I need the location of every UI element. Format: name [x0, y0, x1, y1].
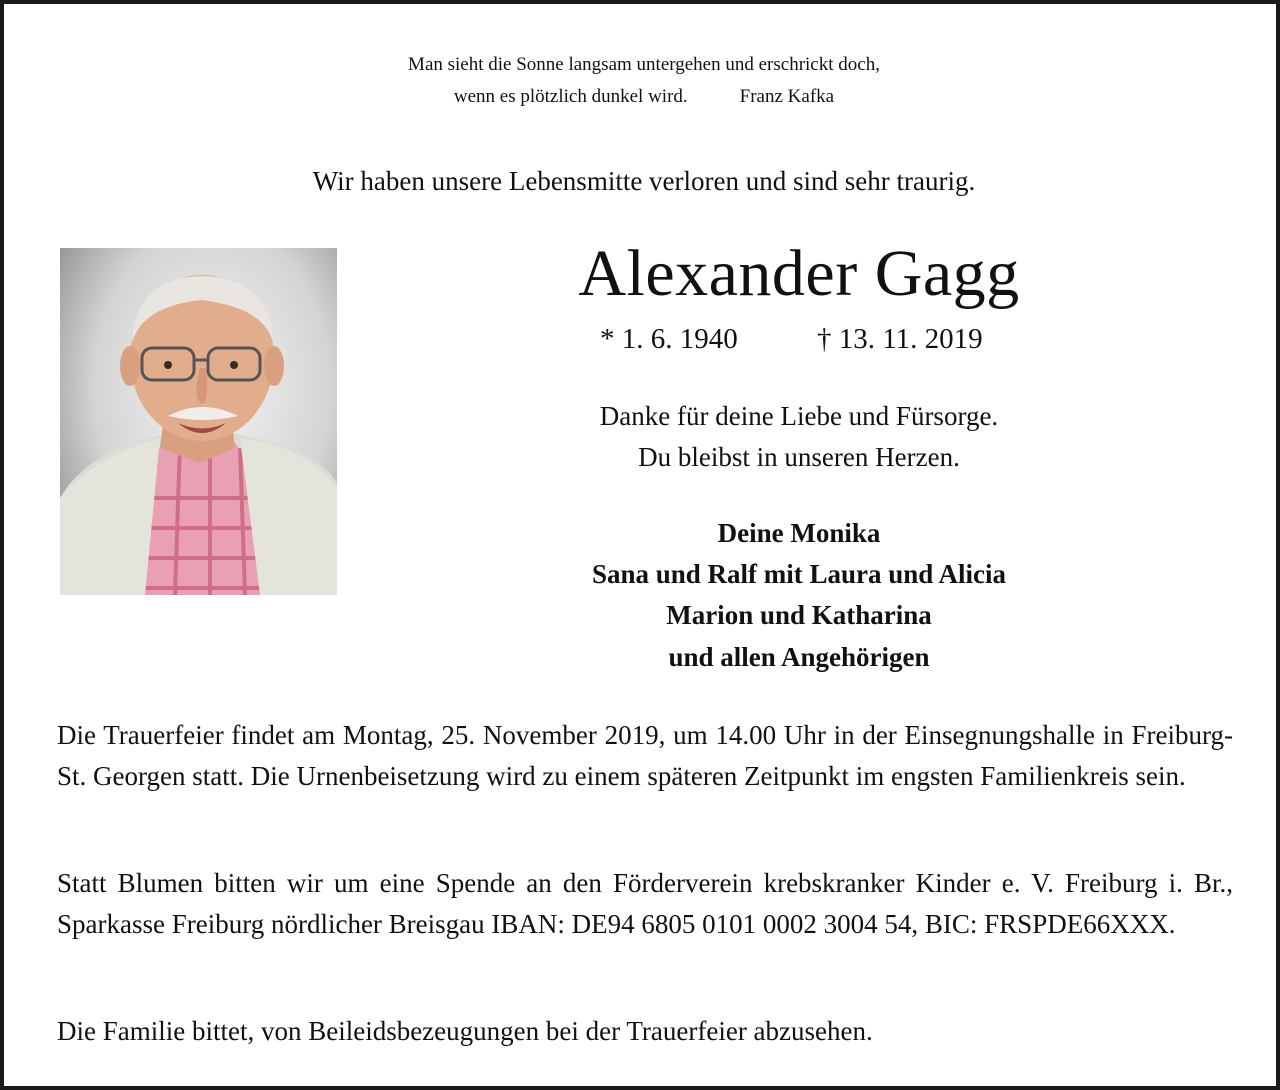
quote-line-1: Man sieht die Sonne langsam untergehen und erschrickt doch, — [408, 54, 880, 75]
portrait-illustration — [60, 248, 337, 595]
donation-paragraph: Statt Blumen bitten wir um eine Spende an den Förderverein krebskranker Kinder e. V. Freiburg i. Br., Sparkasse Freiburg nördlicher Breisgau IBAN: DE94 6805 0101 0002 3004 54, BIC: FRSPDE66XXX. — [57, 868, 1233, 939]
family-line: Deine Monika — [717, 518, 881, 548]
condolences-paragraph: Die Familie bittet, von Beileidsbezeugungen bei der Trauerfeier abzusehen. — [57, 1016, 873, 1046]
quote-author: Franz Kafka — [739, 86, 835, 107]
quote-line-2 — [4, 85, 1280, 109]
thanks-line-1: Danke für deine Liebe und Fürsorge. — [599, 401, 999, 431]
family-line: Marion und Katharina — [666, 600, 932, 630]
portrait-photo — [60, 248, 337, 595]
death-date: † 13. 11. 2019 — [817, 323, 983, 355]
ceremony-paragraph: Die Trauerfeier findet am Montag, 25. November 2019, um 14.00 Uhr in der Einsegnungshalle in Freiburg-St. Georgen statt. Die Urnenbeisetzung wird zu einem späteren Zeitpunkt im engsten Familienkreis sein. — [57, 720, 1233, 791]
family-line: und allen Angehörigen — [668, 642, 930, 672]
family-line: Sana und Ralf mit Laura und Alicia — [591, 559, 1007, 589]
deceased-name: Alexander Gagg — [578, 237, 1020, 310]
intro-text: Wir haben unsere Lebensmitte verloren und sind sehr traurig. — [312, 166, 976, 196]
thanks-line-2: Du bleibst in unseren Herzen. — [638, 442, 960, 472]
birth-date: * 1. 6. 1940 — [600, 323, 738, 355]
quote-line-2-text: wenn es plötzlich dunkel wird. — [453, 86, 688, 107]
